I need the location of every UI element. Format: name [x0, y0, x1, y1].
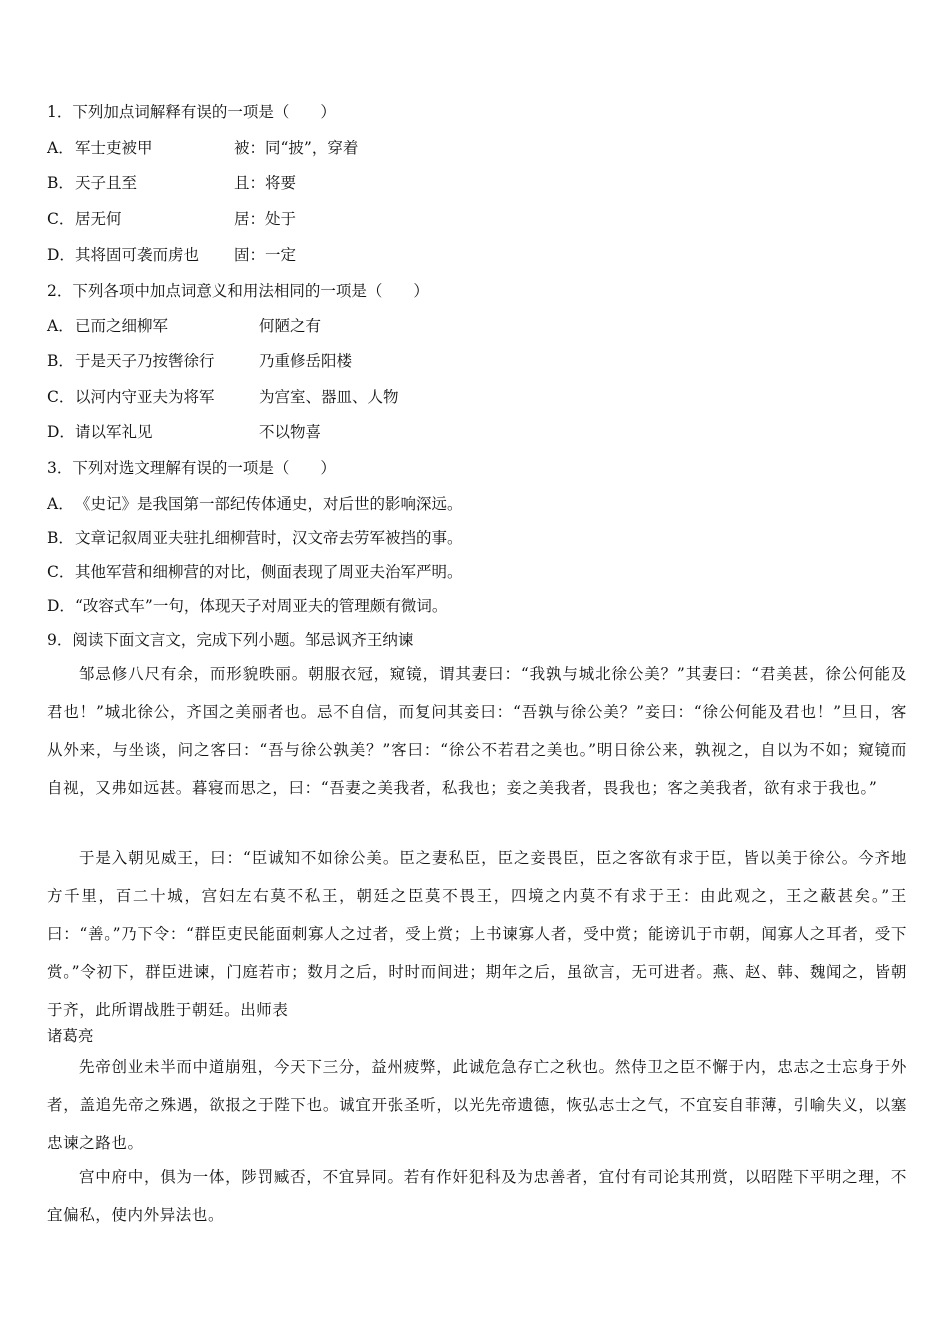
q2-option-d[interactable]: [47, 422, 322, 442]
passage-paragraph-2: 于是入朝见威王，曰：“臣诚知不如徐公美。臣之妻私臣，臣之妾畏臣，臣之客欲有求于臣，皆以美于徐公。今齐地方千里，百二十城，宫妇左右莫不私王，朝廷之臣莫不畏王，四境之内莫不有求于王：由此观之，王之蔽甚矣。”王曰：“善。”乃下令：“群臣吏民能面刺寡人之过者，受上赏；上书谏寡人者，受中赏；能谤讥于市朝，闻寡人之耳者，受下赏。”令初下，群臣进谏，门庭若市；数月之后，时时而间进；期年之后，虽欲言，无可进者。燕、赵、韩、魏闻之，皆朝于齐，此所谓战胜于朝廷。出师表: [47, 849, 907, 1019]
passage-paragraph-3: 先帝创业未半而中道崩殂，今天下三分，益州疲弊，此诚危急存亡之秋也。然侍卫之臣不懈于内，忠志之士忘身于外者，盖追先帝之殊遇，欲报之于陛下也。诚宜开张圣听，以光先帝遗德，恢弘志士之气，不宜妄自菲薄，引喻失义，以塞忠谏之路也。: [47, 1058, 907, 1152]
q2-option-a[interactable]: [47, 316, 322, 336]
option-text: “改容式车”一句，体现天子对周亚夫的管理颇有微词。: [75, 597, 448, 615]
q1-option-a[interactable]: [47, 138, 359, 158]
option-text: 于是天子乃按辔徐行: [75, 352, 215, 370]
option-text: 其将固可袭而虏也: [75, 246, 200, 264]
option-gloss: 且：将要: [234, 174, 297, 192]
q1-stem: 1．下列加点词解释有误的一项是（ ）: [47, 103, 336, 121]
option-label: B．: [47, 174, 74, 192]
option-gloss: 固：一定: [234, 246, 297, 264]
passage-paragraph-4: 宫中府中，俱为一体，陟罚臧否，不宜异同。若有作奸犯科及为忠善者，宜付有司论其刑赏，以昭陛下平明之理，不宜偏私，使内外异法也。: [47, 1168, 907, 1224]
option-gloss: 被：同“披”，穿着: [234, 139, 359, 157]
option-text: 居无何: [75, 210, 122, 228]
option-text: 已而之细柳军: [75, 317, 169, 335]
option-label: D．: [47, 423, 75, 441]
option-text: 军士吏被甲: [75, 139, 153, 157]
q1-option-d[interactable]: [47, 245, 297, 265]
q9-stem: 9．阅读下面文言文，完成下列小题。邹忌讽齐王纳谏: [47, 631, 414, 649]
option-text: 其他军营和细柳营的对比，侧面表现了周亚夫治军严明。: [75, 563, 463, 581]
option-gloss: 何陋之有: [259, 317, 322, 335]
option-label: A．: [47, 495, 74, 513]
option-label: B．: [47, 352, 74, 370]
option-text: 请以军礼见: [75, 423, 153, 441]
option-label: C．: [47, 210, 75, 228]
option-label: A．: [47, 139, 74, 157]
option-label: C．: [47, 563, 75, 581]
q2-option-c[interactable]: [47, 387, 399, 407]
q3-option-c[interactable]: [47, 562, 463, 582]
option-text: 文章记叙周亚夫驻扎细柳营时，汉文帝去劳军被挡的事。: [75, 529, 463, 547]
option-label: D．: [47, 246, 75, 264]
option-text: 《史记》是我国第一部纪传体通史，对后世的影响深远。: [75, 495, 463, 513]
option-label: D．: [47, 597, 75, 615]
q3-stem: 3．下列对选文理解有误的一项是（ ）: [47, 459, 336, 477]
option-text: 天子且至: [75, 174, 138, 192]
q3-option-b[interactable]: [47, 528, 463, 548]
q2-stem: 2．下列各项中加点词意义和用法相同的一项是（ ）: [47, 282, 429, 300]
option-label: B．: [47, 529, 74, 547]
option-text: 以河内守亚夫为将军: [75, 388, 215, 406]
option-label: C．: [47, 388, 75, 406]
q3-option-d[interactable]: [47, 596, 447, 616]
q2-option-b[interactable]: [47, 351, 353, 371]
q1-option-c[interactable]: [47, 209, 297, 229]
option-label: A．: [47, 317, 74, 335]
q1-option-b[interactable]: [47, 173, 297, 193]
q3-option-a[interactable]: [47, 494, 463, 514]
option-gloss: 为宫室、器皿、人物: [259, 388, 399, 406]
option-gloss: 乃重修岳阳楼: [259, 352, 353, 370]
author-name: 诸葛亮: [47, 1027, 94, 1045]
option-gloss: 居：处于: [234, 210, 297, 228]
option-gloss: 不以物喜: [259, 423, 322, 441]
passage-paragraph-1: 邹忌修八尺有余，而形貌昳丽。朝服衣冠，窥镜，谓其妻曰：“我孰与城北徐公美？”其妻曰：“君美甚，徐公何能及君也！”城北徐公，齐国之美丽者也。忌不自信，而复问其妾曰：“吾孰与徐公美？”妾曰：“徐公何能及君也！”旦日，客从外来，与坐谈，问之客曰：“吾与徐公孰美？”客曰：“徐公不若君之美也。”明日徐公来，孰视之，自以为不如；窥镜而自视，又弗如远甚。暮寝而思之，曰：“吾妻之美我者，私我也；妾之美我者，畏我也；客之美我者，欲有求于我也。”: [47, 665, 907, 797]
